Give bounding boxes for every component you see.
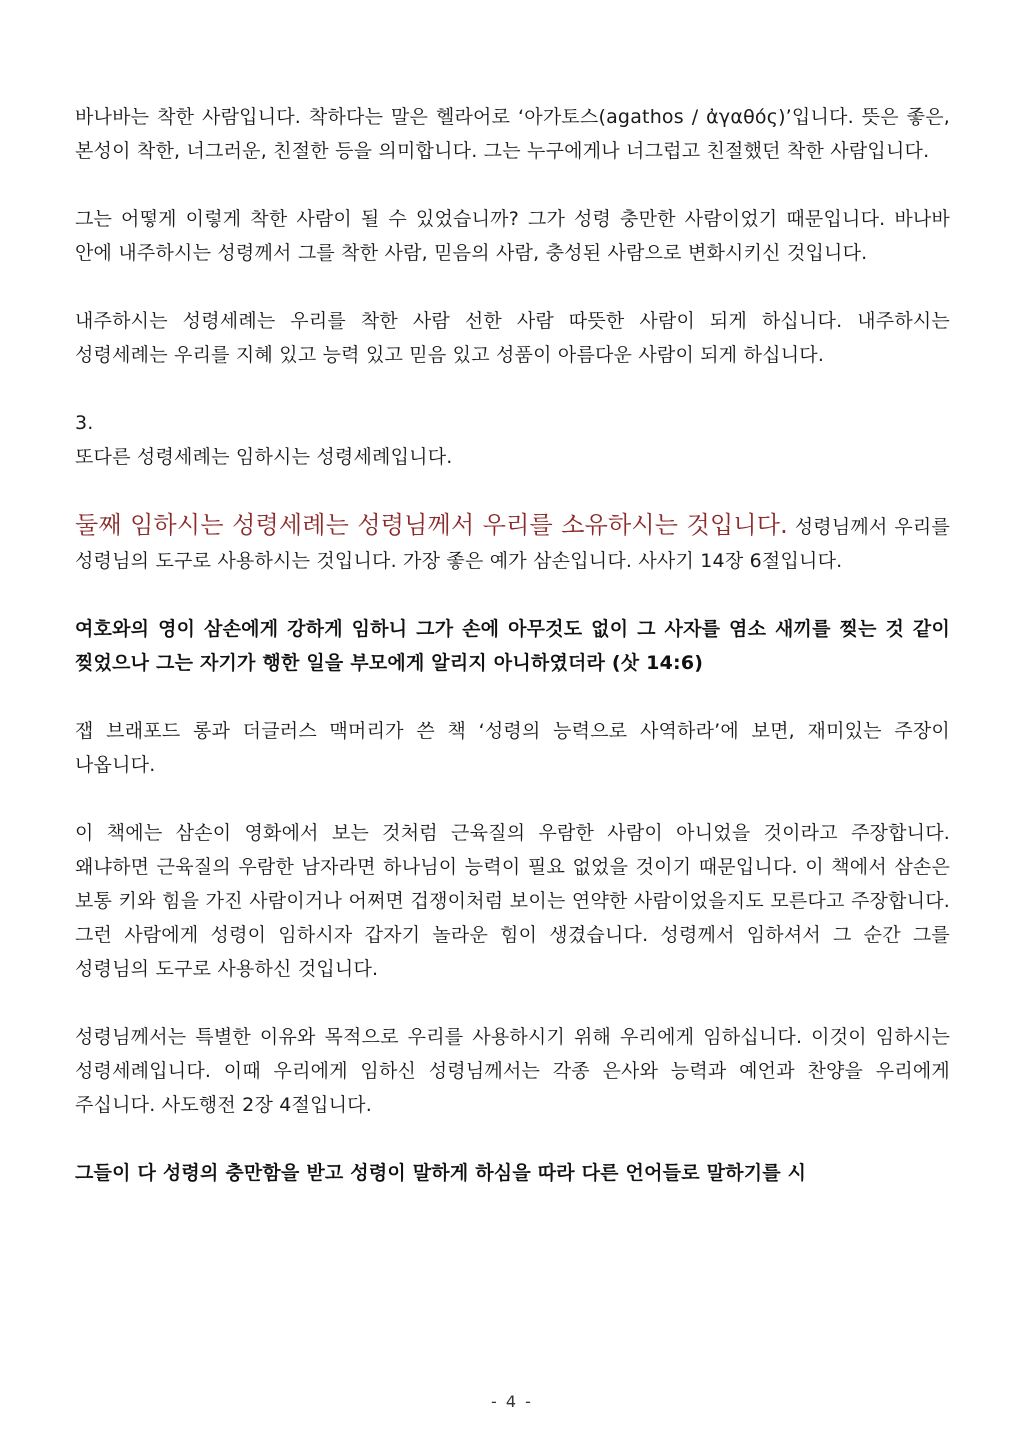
paragraph-coming-baptism: 성령님께서는 특별한 이유와 목적으로 우리를 사용하시기 위해 우리에게 임하십니다. 이것이 임하시는 성령세례입니다. 이때 우리에게 임하신 성령님께서는 각종 은사와 능력과 예언과 찬양을 우리에게 주십니다. 사도행전 2장 4절입니다.	[75, 1026, 950, 1116]
scripture-quote-acts: 그들이 다 성령의 충만함을 받고 성령이 말하게 하심을 따라 다른 언어들로 말하기를 시	[75, 1162, 807, 1184]
paragraph-indwelling-baptism: 내주하시는 성령세례는 우리를 착한 사람 선한 사람 따뜻한 사람이 되게 하십니다. 내주하시는 성령세례는 우리를 지혜 있고 능력 있고 믿음 있고 성품이 아름다운 사람이 되게 하십니다.	[75, 310, 950, 366]
paragraph-barnabas-good-man: 바나바는 착한 사람입니다. 착하다는 말은 헬라어로 ‘아가토스(agathos / ἀγαθός)’입니다. 뜻은 좋은, 본성이 착한, 너그러운, 친절한 등을 의미합니다. 그는 누구에게나 너그럽고 친절했던 착한 사람입니다.	[75, 106, 950, 162]
section-number: 3.	[75, 412, 94, 434]
paragraph-holy-spirit-filled: 그는 어떻게 이렇게 착한 사람이 될 수 있었습니까? 그가 성령 충만한 사람이었기 때문입니다. 바나바 안에 내주하시는 성령께서 그를 착한 사람, 믿음의 사람, 충성된 사람으로 변화시키신 것입니다.	[75, 208, 950, 264]
page-number: - 4 -	[491, 1392, 533, 1411]
paragraph-second-baptism	[75, 508, 950, 578]
paragraph-samson-claim: 이 책에는 삼손이 영화에서 보는 것처럼 근육질의 우람한 사람이 아니었을 것이라고 주장합니다. 왜냐하면 근육질의 우람한 남자라면 하나님이 능력이 필요 없었을 것이기 때문입니다. 이 책에서 삼손은 보통 키와 힘을 가진 사람이거나 어쩌면 겁쟁이처럼 보이는 연약한 사람이었을지도 모른다고 주장합니다. 그런 사람에게 성령이 임하시자 갑자기 놀라운 힘이 생겼습니다. 성령께서 임하셔서 그 순간 그를 성령님의 도구로 사용하신 것입니다.	[75, 822, 950, 980]
emphasis-heading: 둘째 임하시는 성령세례는 성령님께서 우리를 소유하시는 것입니다.	[75, 511, 788, 539]
paragraph-another-baptism: 또다른 성령세례는 임하시는 성령세례입니다.	[75, 446, 453, 468]
scripture-quote-judges: 여호와의 영이 삼손에게 강하게 임하니 그가 손에 아무것도 없이 그 사자를 염소 새끼를 찢는 것 같이 찢었으나 그는 자기가 행한 일을 부모에게 알리지 아니하였더라 (삿 14:6)	[75, 618, 950, 674]
document-body	[75, 100, 950, 1190]
paragraph-book-reference: 잽 브래포드 롱과 더글러스 맥머리가 쓴 책 ‘성령의 능력으로 사역하라’에 보면, 재미있는 주장이 나옵니다.	[75, 720, 950, 776]
paragraph-second-baptism-text: 성령님께서 우리를 성령님의 도구로 사용하시는 것입니다. 가장 좋은 예가 삼손입니다. 사사기 14장 6절입니다.	[75, 516, 950, 572]
